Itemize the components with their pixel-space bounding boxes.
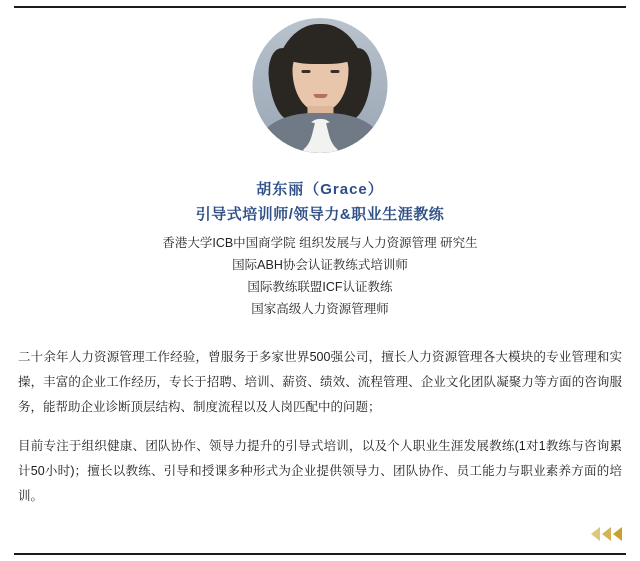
person-role: 引导式培训师/领导力&职业生涯教练 <box>195 206 445 223</box>
fringe-shape <box>285 38 355 64</box>
chevron-right-icon <box>591 527 600 541</box>
paragraph: 目前专注于组织健康、团队协作、领导力提升的引导式培训，以及个人职业生涯发展教练(1对1教练与咨询累计50小时)；擅长以教练、引导和授课多种形式为企业提供领导力、团队协作、员工能力与职业素养方面的培训。 <box>18 439 622 503</box>
top-divider <box>14 6 626 8</box>
eye-left-shape <box>301 70 310 73</box>
credential-item: 国际教练联盟ICF认证教练 <box>247 280 393 294</box>
mouth-shape <box>313 94 327 98</box>
credential-item: 国家高级人力资源管理师 <box>251 302 389 316</box>
person-name: 胡东丽（Grace） <box>256 181 384 198</box>
eye-right-shape <box>330 70 339 73</box>
credentials-list <box>0 232 640 320</box>
arrow-decoration <box>591 527 622 541</box>
biography-text <box>18 345 622 523</box>
paragraph: 二十余年人力资源管理工作经验，曾服务于多家世界500强公司，擅长人力资源管理各大模块的专业管理和实操，丰富的企业工作经历，专长于招聘、培训、薪资、绩效、流程管理、企业文化团队凝聚力等方面的咨询服务，能帮助企业诊断顶层结构、制度流程以及人岗匹配中的问题； <box>18 350 622 414</box>
avatar <box>253 18 388 153</box>
credential-item: 国际ABH协会认证教练式培训师 <box>232 258 408 272</box>
chevron-right-icon <box>613 527 622 541</box>
chevron-right-icon <box>602 527 611 541</box>
bottom-divider <box>14 553 626 555</box>
portrait-photo <box>253 18 388 153</box>
credential-item: 香港大学ICB中国商学院 组织发展与人力资源管理 研究生 <box>162 236 478 250</box>
